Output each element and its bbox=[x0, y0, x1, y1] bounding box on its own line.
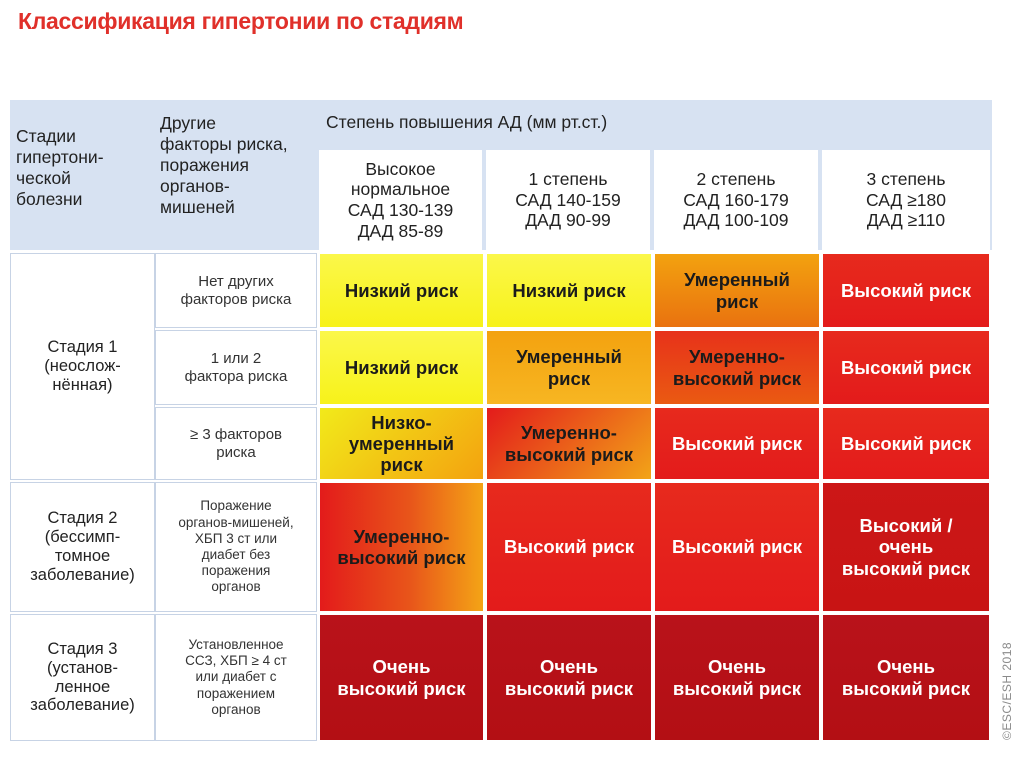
factor-cell: ≥ 3 факторов риска bbox=[155, 407, 317, 480]
factor-cell: Поражение органов-мишеней, ХБП 3 ст или диабет без поражения органов bbox=[155, 482, 317, 612]
page-title: Классификация гипертонии по стадиям bbox=[18, 8, 464, 34]
risk-cell: Умеренный риск bbox=[654, 253, 820, 328]
stages-column-header: Стадии гипертони- ческой болезни bbox=[16, 126, 104, 209]
stage-3-cell: Стадия 3 (установ- ленное заболевание) bbox=[10, 614, 155, 741]
risk-cell: Высокий риск bbox=[822, 330, 990, 405]
risk-cell: Высокий риск bbox=[486, 482, 652, 612]
factor-cell: Установленное ССЗ, ХБП ≥ 4 ст или диабет с поражением органов bbox=[155, 614, 317, 741]
risk-cell: Умеренно- высокий риск bbox=[486, 407, 652, 480]
copyright-label: ©ESC/ESH 2018 bbox=[1000, 641, 1014, 740]
risk-cell: Высокий риск bbox=[822, 407, 990, 480]
risk-cell: Высокий риск bbox=[822, 253, 990, 328]
risk-cell: Умеренно- высокий риск bbox=[654, 330, 820, 405]
risk-cell: Очень высокий риск bbox=[486, 614, 652, 741]
stage-1-cell: Стадия 1 (неослож- нённая) bbox=[10, 253, 155, 480]
factors-column-header: Другие факторы риска, поражения органов- мишеней bbox=[160, 113, 288, 217]
stage-2-cell: Стадия 2 (бессимп- томное заболевание) bbox=[10, 482, 155, 612]
bp-grade-header: Степень повышения АД (мм рт.ст.) bbox=[326, 112, 608, 132]
bp-grade-high-normal: Высокое нормальное САД 130-139 ДАД 85-89 bbox=[319, 150, 482, 250]
factor-cell: Нет других факторов риска bbox=[155, 253, 317, 328]
risk-cell: Очень высокий риск bbox=[654, 614, 820, 741]
risk-cell: Низко- умеренный риск bbox=[319, 407, 484, 480]
risk-cell: Умеренный риск bbox=[486, 330, 652, 405]
bp-grade-3: 3 степень САД ≥180 ДАД ≥110 bbox=[822, 150, 990, 250]
risk-cell: Низкий риск bbox=[319, 253, 484, 328]
risk-cell: Низкий риск bbox=[486, 253, 652, 328]
risk-cell: Очень высокий риск bbox=[822, 614, 990, 741]
risk-cell: Очень высокий риск bbox=[319, 614, 484, 741]
factor-cell: 1 или 2 фактора риска bbox=[155, 330, 317, 405]
risk-cell: Высокий / очень высокий риск bbox=[822, 482, 990, 612]
bp-grade-1: 1 степень САД 140-159 ДАД 90-99 bbox=[486, 150, 650, 250]
risk-cell: Высокий риск bbox=[654, 482, 820, 612]
bp-grade-2: 2 степень САД 160-179 ДАД 100-109 bbox=[654, 150, 818, 250]
risk-cell: Умеренно- высокий риск bbox=[319, 482, 484, 612]
risk-cell: Высокий риск bbox=[654, 407, 820, 480]
risk-cell: Низкий риск bbox=[319, 330, 484, 405]
